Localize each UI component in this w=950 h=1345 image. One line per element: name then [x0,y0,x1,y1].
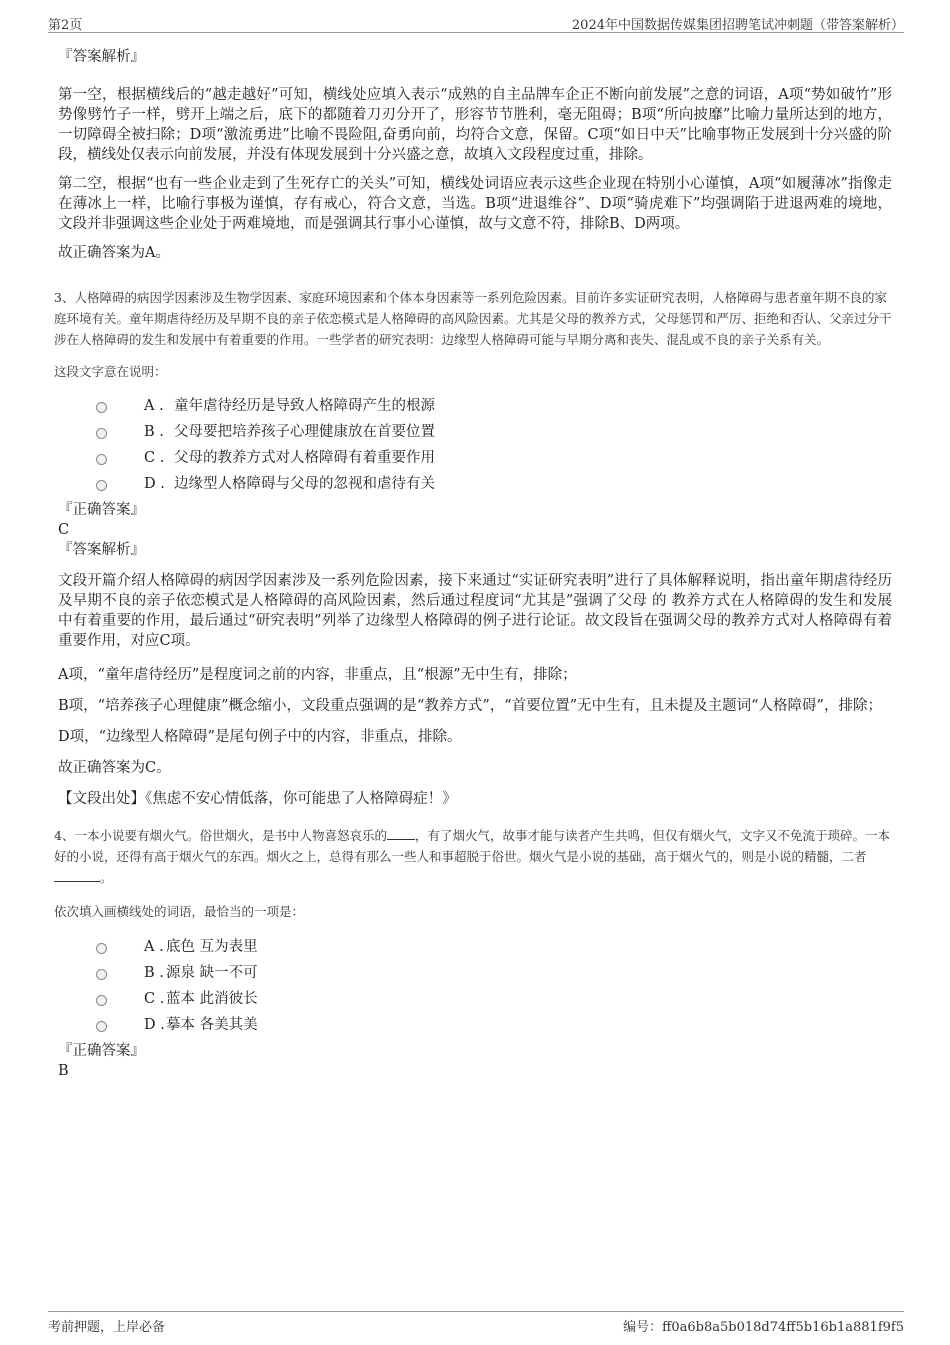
question-3-prompt: 这段文字意在说明： [54,364,167,379]
option-d[interactable] [58,1015,892,1041]
option-d[interactable] [58,474,892,500]
option-letter: D . [144,1017,165,1033]
option-text: 蓝本 此消彼长 [166,991,258,1007]
option-text: 源泉 缺一不可 [166,965,258,981]
footer-slogan: 考前押题，上岸必备 [48,1320,166,1335]
analysis-paragraph: 文段开篇介绍人格障碍的病因学因素涉及一系列危险因素，接下来通过“实证研究表明”进行了具体解释说明，指出童年期虐待经历及早期不良的亲子依恋模式是人格障碍的高风险因素，然后通过程度词“尤其是”强调了父母 的 教养方式在人格障碍的发生和发展中有着重要的作用，最后通过“研究表明”列举了边缘型人格障碍的例子进行论证。故文段旨在强调父母的教养方式对人格障碍有着重要作用，对应C项。 [58,573,892,649]
analysis-paragraph: 第一空，根据横线后的“越走越好”可知，横线处应填入表示“成熟的自主品牌车企正不断向前发展”之意的词语，A项“势如破竹”形势像劈竹子一样，劈开上端之后，底下的都随着刀刃分开了，形容节节胜利，毫无阻碍；B项“所向披靡”比喻力量所达到的地方，一切障碍全被扫除；D项“激流勇进”比喻不畏险阻,奋勇向前，均符合文意，保留。C项“如日中天”比喻事物正发展到十分兴盛的阶段，横线处仅表示向前发展，并没有体现发展到十分兴盛之意，故填入文段程度过重，排除。 [58,87,892,163]
option-b[interactable] [58,422,892,448]
option-letter: D . [144,476,165,492]
radio-icon[interactable] [96,402,107,413]
fill-blank [54,869,100,882]
passage-source: 【文段出处】《焦虑不安心情低落，你可能患了人格障碍症！》 [58,791,457,807]
correct-answer-value: C [58,522,70,538]
document-title: 2024年中国数据传媒集团招聘笔试冲刺题（带答案解析） [571,18,904,33]
correct-answer-value: B [58,1063,69,1079]
option-letter: C . [144,450,165,466]
option-text: 底色 互为表里 [166,939,258,955]
option-text: 摹本 各美其美 [166,1017,258,1033]
option-a[interactable] [58,396,892,422]
document-id: 编号：ff0a6b8a5b018d74ff5b16b1a881f9f5 [623,1320,904,1335]
option-letter: A . [144,939,164,955]
option-a[interactable] [58,937,892,963]
option-text: 边缘型人格障碍与父母的忽视和虐待有关 [174,476,435,492]
option-text: 父母要把培养孩子心理健康放在首要位置 [174,424,435,440]
radio-icon[interactable] [96,943,107,954]
correct-answer-label: 『正确答案』 [58,1043,145,1059]
option-letter: A . [144,398,164,414]
option-text: 父母的教养方式对人格障碍有着重要作用 [174,450,435,466]
question-4-prompt: 依次填入画横线处的词语，最恰当的一项是： [54,904,305,919]
stem-text: 。 [100,870,113,885]
correct-answer-label: 『正确答案』 [58,502,145,518]
option-letter: C . [144,991,165,1007]
fill-blank [387,827,415,840]
radio-icon[interactable] [96,428,107,439]
radio-icon[interactable] [96,454,107,465]
analysis-paragraph: B项，“培养孩子心理健康”概念缩小，文段重点强调的是“教养方式”，“首要位置”无中生有，且未提及主题词“人格障碍”，排除； [58,698,882,714]
question-3-options [58,396,892,500]
analysis-paragraph: D项，“边缘型人格障碍”是尾句例子中的内容，非重点，排除。 [58,729,462,745]
question-4-options [58,937,892,1041]
analysis-conclusion: 故正确答案为C。 [58,760,171,776]
option-c[interactable] [58,448,892,474]
radio-icon[interactable] [96,969,107,980]
analysis-label: 『答案解析』 [58,49,145,65]
analysis-label: 『答案解析』 [58,542,145,558]
radio-icon[interactable] [96,480,107,491]
page-header [48,12,904,33]
option-text: 童年虐待经历是导致人格障碍产生的根源 [174,398,435,414]
page-footer [48,1311,904,1336]
option-b[interactable] [58,963,892,989]
radio-icon[interactable] [96,1021,107,1032]
option-c[interactable] [58,989,892,1015]
option-letter: B . [144,965,164,981]
question-4-stem [54,825,896,888]
stem-text: 4、一本小说要有烟火气。俗世烟火，是书中人物喜怒哀乐的 [54,828,387,843]
analysis-paragraph: A项，“童年虐待经历”是程度词之前的内容，非重点，且“根源”无中生有，排除； [58,667,577,683]
analysis-conclusion: 故正确答案为A。 [58,245,170,261]
question-3-stem: 3、人格障碍的病因学因素涉及生物学因素、家庭环境因素和个体本身因素等一系列危险因素。目前许多实证研究表明，人格障碍与患者童年期不良的家庭环境有关。童年期虐待经历及早期不良的亲子依恋模式是人格障碍的高风险因素。尤其是父母的教养方式，父母惩罚和严厉、拒绝和否认、父亲过分干涉在人格障碍的发生和发展中有着重要的作用。一些学者的研究表明：边缘型人格障碍可能与早期分离和丧失、混乱或不良的亲子关系有关。 [54,290,892,347]
analysis-paragraph: 第二空，根据“也有一些企业走到了生死存亡的关头”可知，横线处词语应表示这些企业现在特别小心谨慎，A项“如履薄冰”指像走在薄冰上一样，比喻行事极为谨慎，存有戒心，符合文意，当选。B项“进退维谷”、D项“骑虎难下”均强调陷于进退两难的境地，文段并非强调这些企业处于两难境地，而是强调其行事小心谨慎，故与文意不符，排除B、D两项。 [58,176,892,232]
page-number: 第2页 [48,18,83,33]
document-content [54,44,892,1081]
radio-icon[interactable] [96,995,107,1006]
stem-text: ，有了烟火气，故事才能与读者产生共鸣，但仅有烟火气，文字又不免流于琐碎。一本好的小说，还得有高于烟火气的东西。烟火之上，总得有那么一些人和事超脱于俗世。烟火气是小说的基础，高于烟火气的，则是小说的精髓，二者 [54,828,890,864]
option-letter: B . [144,424,164,440]
